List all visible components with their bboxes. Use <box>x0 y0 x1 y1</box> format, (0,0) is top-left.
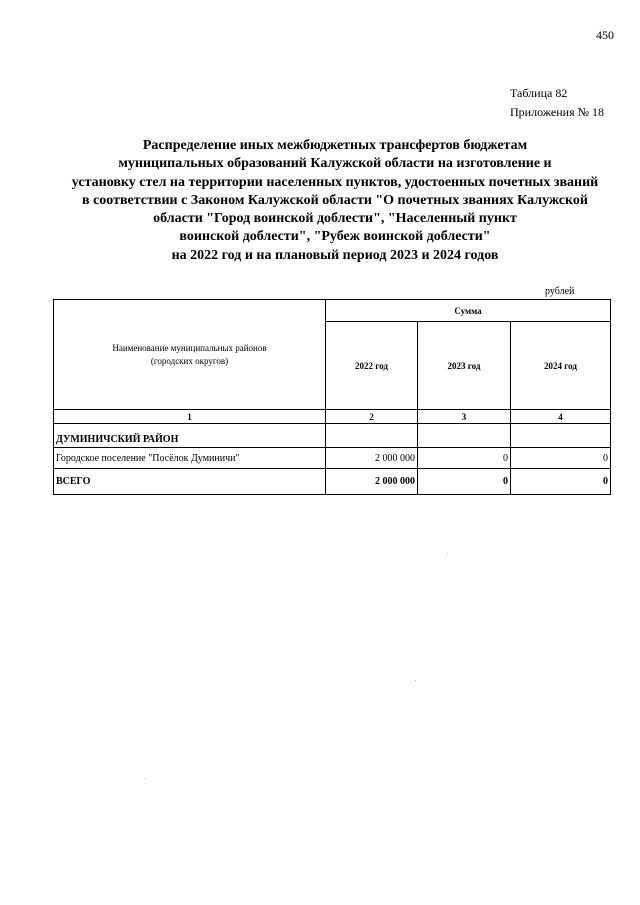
settlement-value-2023: 0 <box>418 448 511 469</box>
distribution-table <box>53 299 611 495</box>
title-line: Распределение иных межбюджетных трансфертов бюджетам <box>142 138 528 153</box>
title-line: в соответствии с Законом Калужской области "О почетных званиях Калужской <box>82 192 588 208</box>
appendix-reference: Приложения № 18 <box>510 105 605 119</box>
district-row-label: ДУМИНИЧСКИЙ РАЙОН <box>54 424 326 448</box>
district-cell-2024 <box>511 424 611 448</box>
title-line: области "Город воинской доблести", "Населенный пункт <box>153 211 517 227</box>
scan-speck <box>415 680 416 681</box>
table-reference: Таблица 82 <box>510 86 568 100</box>
header-sum: Сумма <box>326 300 611 322</box>
units-label: рублей <box>545 286 575 297</box>
header-name-cell <box>54 300 326 410</box>
col-number-2: 2 <box>326 410 418 424</box>
district-cell-2022 <box>326 424 418 448</box>
title-line: воинской доблести", "Рубеж воинской доблести" <box>179 229 491 245</box>
total-value-2022: 2 000 000 <box>326 469 418 495</box>
col-number-4: 4 <box>511 410 611 424</box>
title-line: муниципальных образований Калужской области на изготовление и <box>118 156 552 172</box>
title-line: на 2022 год и на плановый период 2023 и 2024 годов <box>171 247 499 263</box>
settlement-name: Городское поселение "Посёлок Думиничи" <box>54 448 326 469</box>
col-number-3: 3 <box>418 410 511 424</box>
district-cell-2023 <box>418 424 511 448</box>
total-value-2024: 0 <box>511 469 611 495</box>
scan-speck <box>145 778 146 779</box>
header-name-line2: (городских округов) <box>150 355 229 366</box>
total-value-2023: 0 <box>418 469 511 495</box>
settlement-value-2024: 0 <box>511 448 611 469</box>
page-number: 450 <box>596 28 614 42</box>
col-number-1: 1 <box>54 410 326 424</box>
title-line: установку стел на территории населенных пунктов, удостоенных почетных званий <box>71 174 599 190</box>
total-label: ВСЕГО <box>54 469 326 495</box>
settlement-value-2022: 2 000 000 <box>326 448 418 469</box>
document-title <box>40 137 630 265</box>
header-year-2024: 2024 год <box>511 322 611 410</box>
header-name-line1: Наименование муниципальных районов <box>112 342 267 353</box>
scan-speck <box>447 553 448 554</box>
header-year-2023: 2023 год <box>418 322 511 410</box>
header-year-2022: 2022 год <box>326 322 418 410</box>
